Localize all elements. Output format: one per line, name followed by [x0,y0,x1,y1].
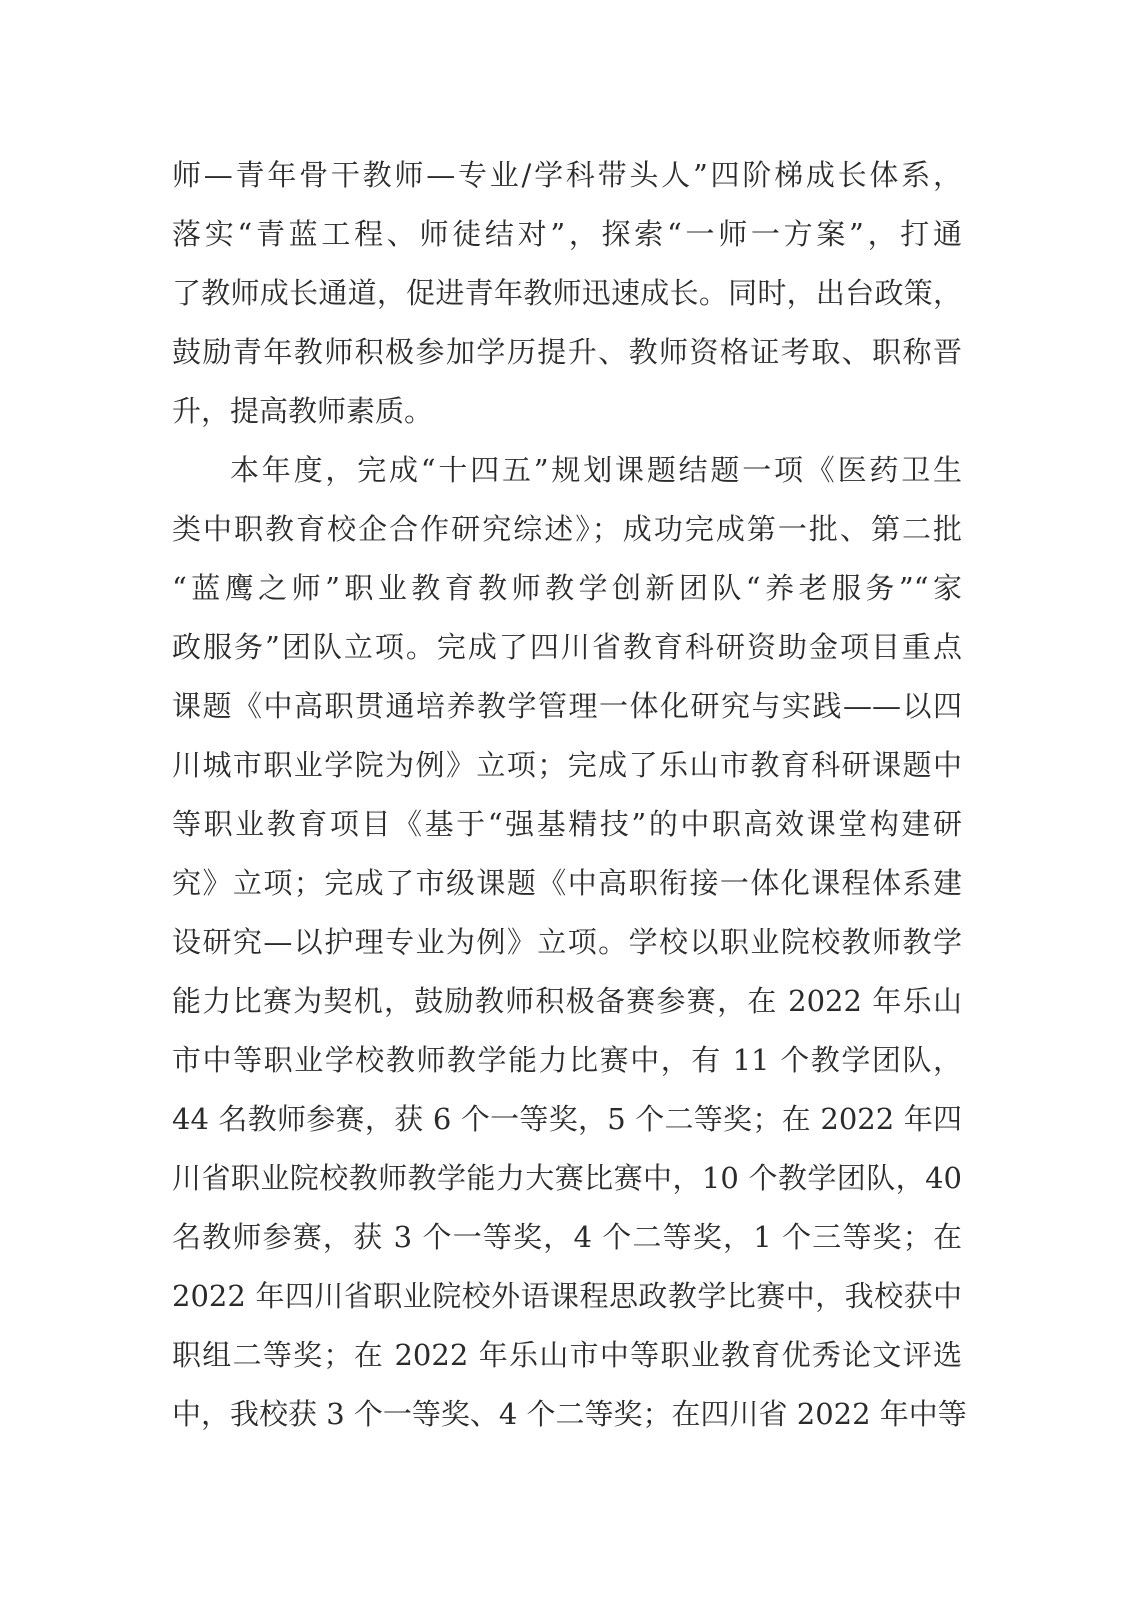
text-line: 了教师成长通道，促进青年教师迅速成长。同时，出台政策， [172,276,962,310]
text-line: 中，我校获 3 个一等奖、4 个二等奖；在四川省 2022 年中等 [172,1397,967,1431]
text-line: 落实“青蓝工程、师徒结对”，探索“一师一方案”，打通 [172,217,962,251]
text-line: 师—青年骨干教师—专业/学科带头人”四阶梯成长体系， [172,158,962,192]
text-line: 44 名教师参赛，获 6 个一等奖，5 个二等奖；在 2022 年四 [172,1102,962,1136]
text-line: 川城市职业学院为例》立项；完成了乐山市教育科研课题中 [172,748,962,782]
text-line: 2022 年四川省职业院校外语课程思政教学比赛中，我校获中 [172,1279,962,1313]
text-line: 职组二等奖；在 2022 年乐山市中等职业教育优秀论文评选 [172,1338,962,1372]
text-line: 鼓励青年教师积极参加学历提升、教师资格证考取、职称晋 [172,335,962,369]
paragraph-first-line: 本年度，完成“十四五”规划课题结题一项《医药卫生 [230,453,962,487]
text-line: 设研究—以护理专业为例》立项。学校以职业院校教师教学 [172,925,962,959]
text-line: 课题《中高职贯通培养教学管理一体化研究与实践——以四 [172,689,962,723]
text-line: 升，提高教师素质。 [172,394,434,428]
text-line: 究》立项；完成了市级课题《中高职衔接一体化课程体系建 [172,866,962,900]
text-line: 等职业教育项目《基于“强基精技”的中职高效课堂构建研 [172,807,962,841]
text-line: 名教师参赛，获 3 个一等奖，4 个二等奖，1 个三等奖；在 [172,1220,962,1254]
text-line: 川省职业院校教师教学能力大赛比赛中，10 个教学团队，40 [172,1161,962,1195]
text-line: 能力比赛为契机，鼓励教师积极备赛参赛，在 2022 年乐山 [172,984,962,1018]
body-text [172,146,967,1444]
text-line: 政服务”团队立项。完成了四川省教育科研资助金项目重点 [172,630,962,664]
text-line: 市中等职业学校教师教学能力比赛中，有 11 个教学团队， [172,1043,962,1077]
text-line: “蓝鹰之师”职业教育教师教学创新团队“养老服务”“家 [172,571,962,605]
text-line: 类中职教育校企合作研究综述》；成功完成第一批、第二批 [172,512,962,546]
